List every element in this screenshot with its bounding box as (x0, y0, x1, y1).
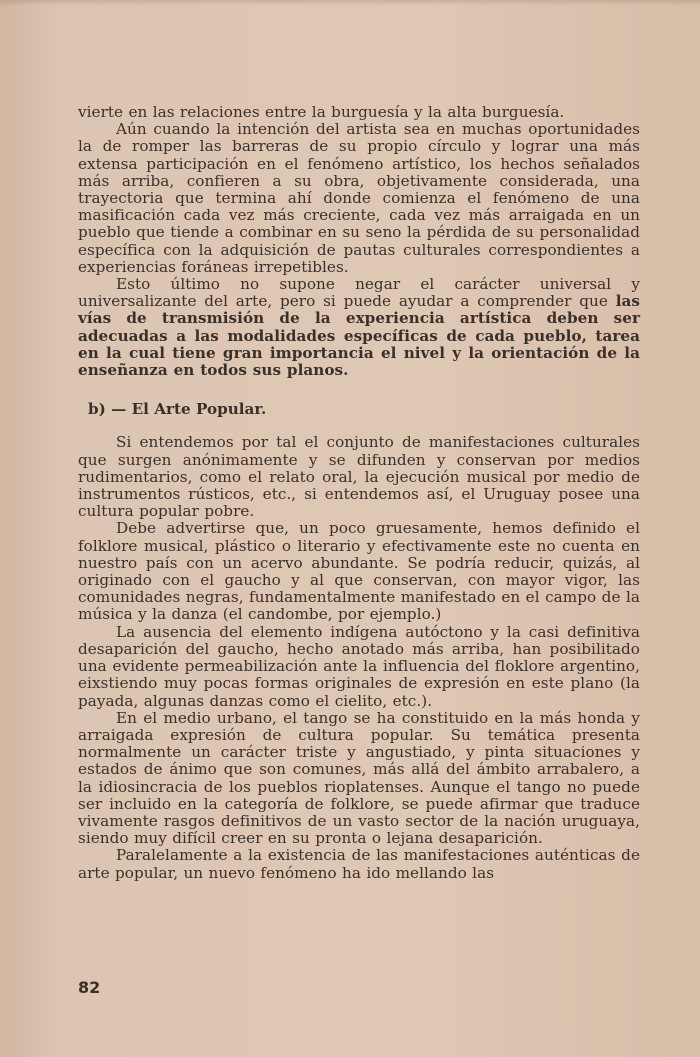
paragraph (78, 434, 640, 520)
text-segment: La ausencia del elemento indígena autóctono y la casi definitiva desaparición del gaucho, hecho anotado más arriba, han posibilitado una evidente permeabilización ante la influencia del floklore argentino, eixstiendo muy pocas formas originales de expresión en este plano (la payada, algunas danzas como el cielito, etc.). (78, 622, 640, 710)
paragraph (78, 104, 640, 121)
text-segment: Si entendemos por tal el conjunto de manifestaciones culturales que surgen anónimamente y se difunden y conservan por medios rudimentarios, como el relato oral, la ejecución musical por medio de instrumentos rústicos, etc., si entendemos así, el Uruguay posee una cultura popular pobre. (78, 433, 640, 521)
text-segment: vierte en las relaciones entre la burguesía y la alta burguesía. (78, 103, 565, 121)
text-segment: Debe advertirse que, un poco gruesamente, hemos definido el folklore musical, plástico o literario y efectivamente este no cuenta en nuestro país con un acervo abundante. Se podría reducir, quizás, al originado con el gaucho y al que conservan, con mayor vigor, las comunidades negras, fundamentalmente manifestado en el campo de la música y la danza (el candombe, por ejemplo.) (78, 519, 640, 624)
page-number: 82 (78, 978, 101, 997)
text-segment: Aún cuando la intención del artista sea en muchas oportunidades la de romper las barreras de su propio círculo y lograr una más extensa participación en el fenómeno artístico, los hechos señalados más arriba, confieren a su obra, objetivamente considerada, una trayectoria que termina ahí donde comienza el fenómeno de una masificación cada vez más creciente, cada vez más arraigada en un pueblo que tiende a combinar en su seno la pérdida de su personalidad específica con la adquisición de pautas culturales correspondientes a experiencias foráneas irrepetibles. (78, 120, 640, 276)
paragraph (78, 847, 640, 881)
text-block-before-heading (78, 104, 640, 379)
text-segment: Esto último no supone negar el carácter universal y universalizante del arte, pero si puede ayudar a comprender que (78, 275, 640, 311)
paragraph (78, 520, 640, 623)
text-block-after-heading (78, 434, 640, 881)
paragraph (78, 624, 640, 710)
page-body (78, 104, 640, 882)
text-segment: Paralelamente a la existencia de las manifestaciones auténticas de arte popular, un nuevo fenómeno ha ido mellando las (78, 846, 640, 882)
paragraph (78, 276, 640, 379)
section-heading: b) — El Arte Popular. (88, 400, 267, 419)
paragraph (78, 710, 640, 848)
text-segment: En el medio urbano, el tango se ha constituido en la más honda y arraigada expresión de cultura popular. Su temática presenta normalmente un carácter triste y angustiado, y pinta situaciones y estados de ánimo que son comunes, más allá del ámbito arrabalero, a la idiosincracia de los pueblos rioplatenses. Aunque el tango no puede ser incluido en la categoría de folklore, se puede afirmar que traduce vivamente rasgos definitivos de un vasto sector de la nación uruguaya, siendo muy difícil creer en su pronta o lejana desaparición. (78, 708, 640, 848)
paragraph (78, 121, 640, 276)
bold-text: las vías de transmisión de la experiencia artística deben ser adecuadas a las modalidades específicas de cada pueblo, tarea en la cual tiene gran importancia el nivel y la orientación de la enseñanza en todos sus planos. (78, 292, 640, 380)
